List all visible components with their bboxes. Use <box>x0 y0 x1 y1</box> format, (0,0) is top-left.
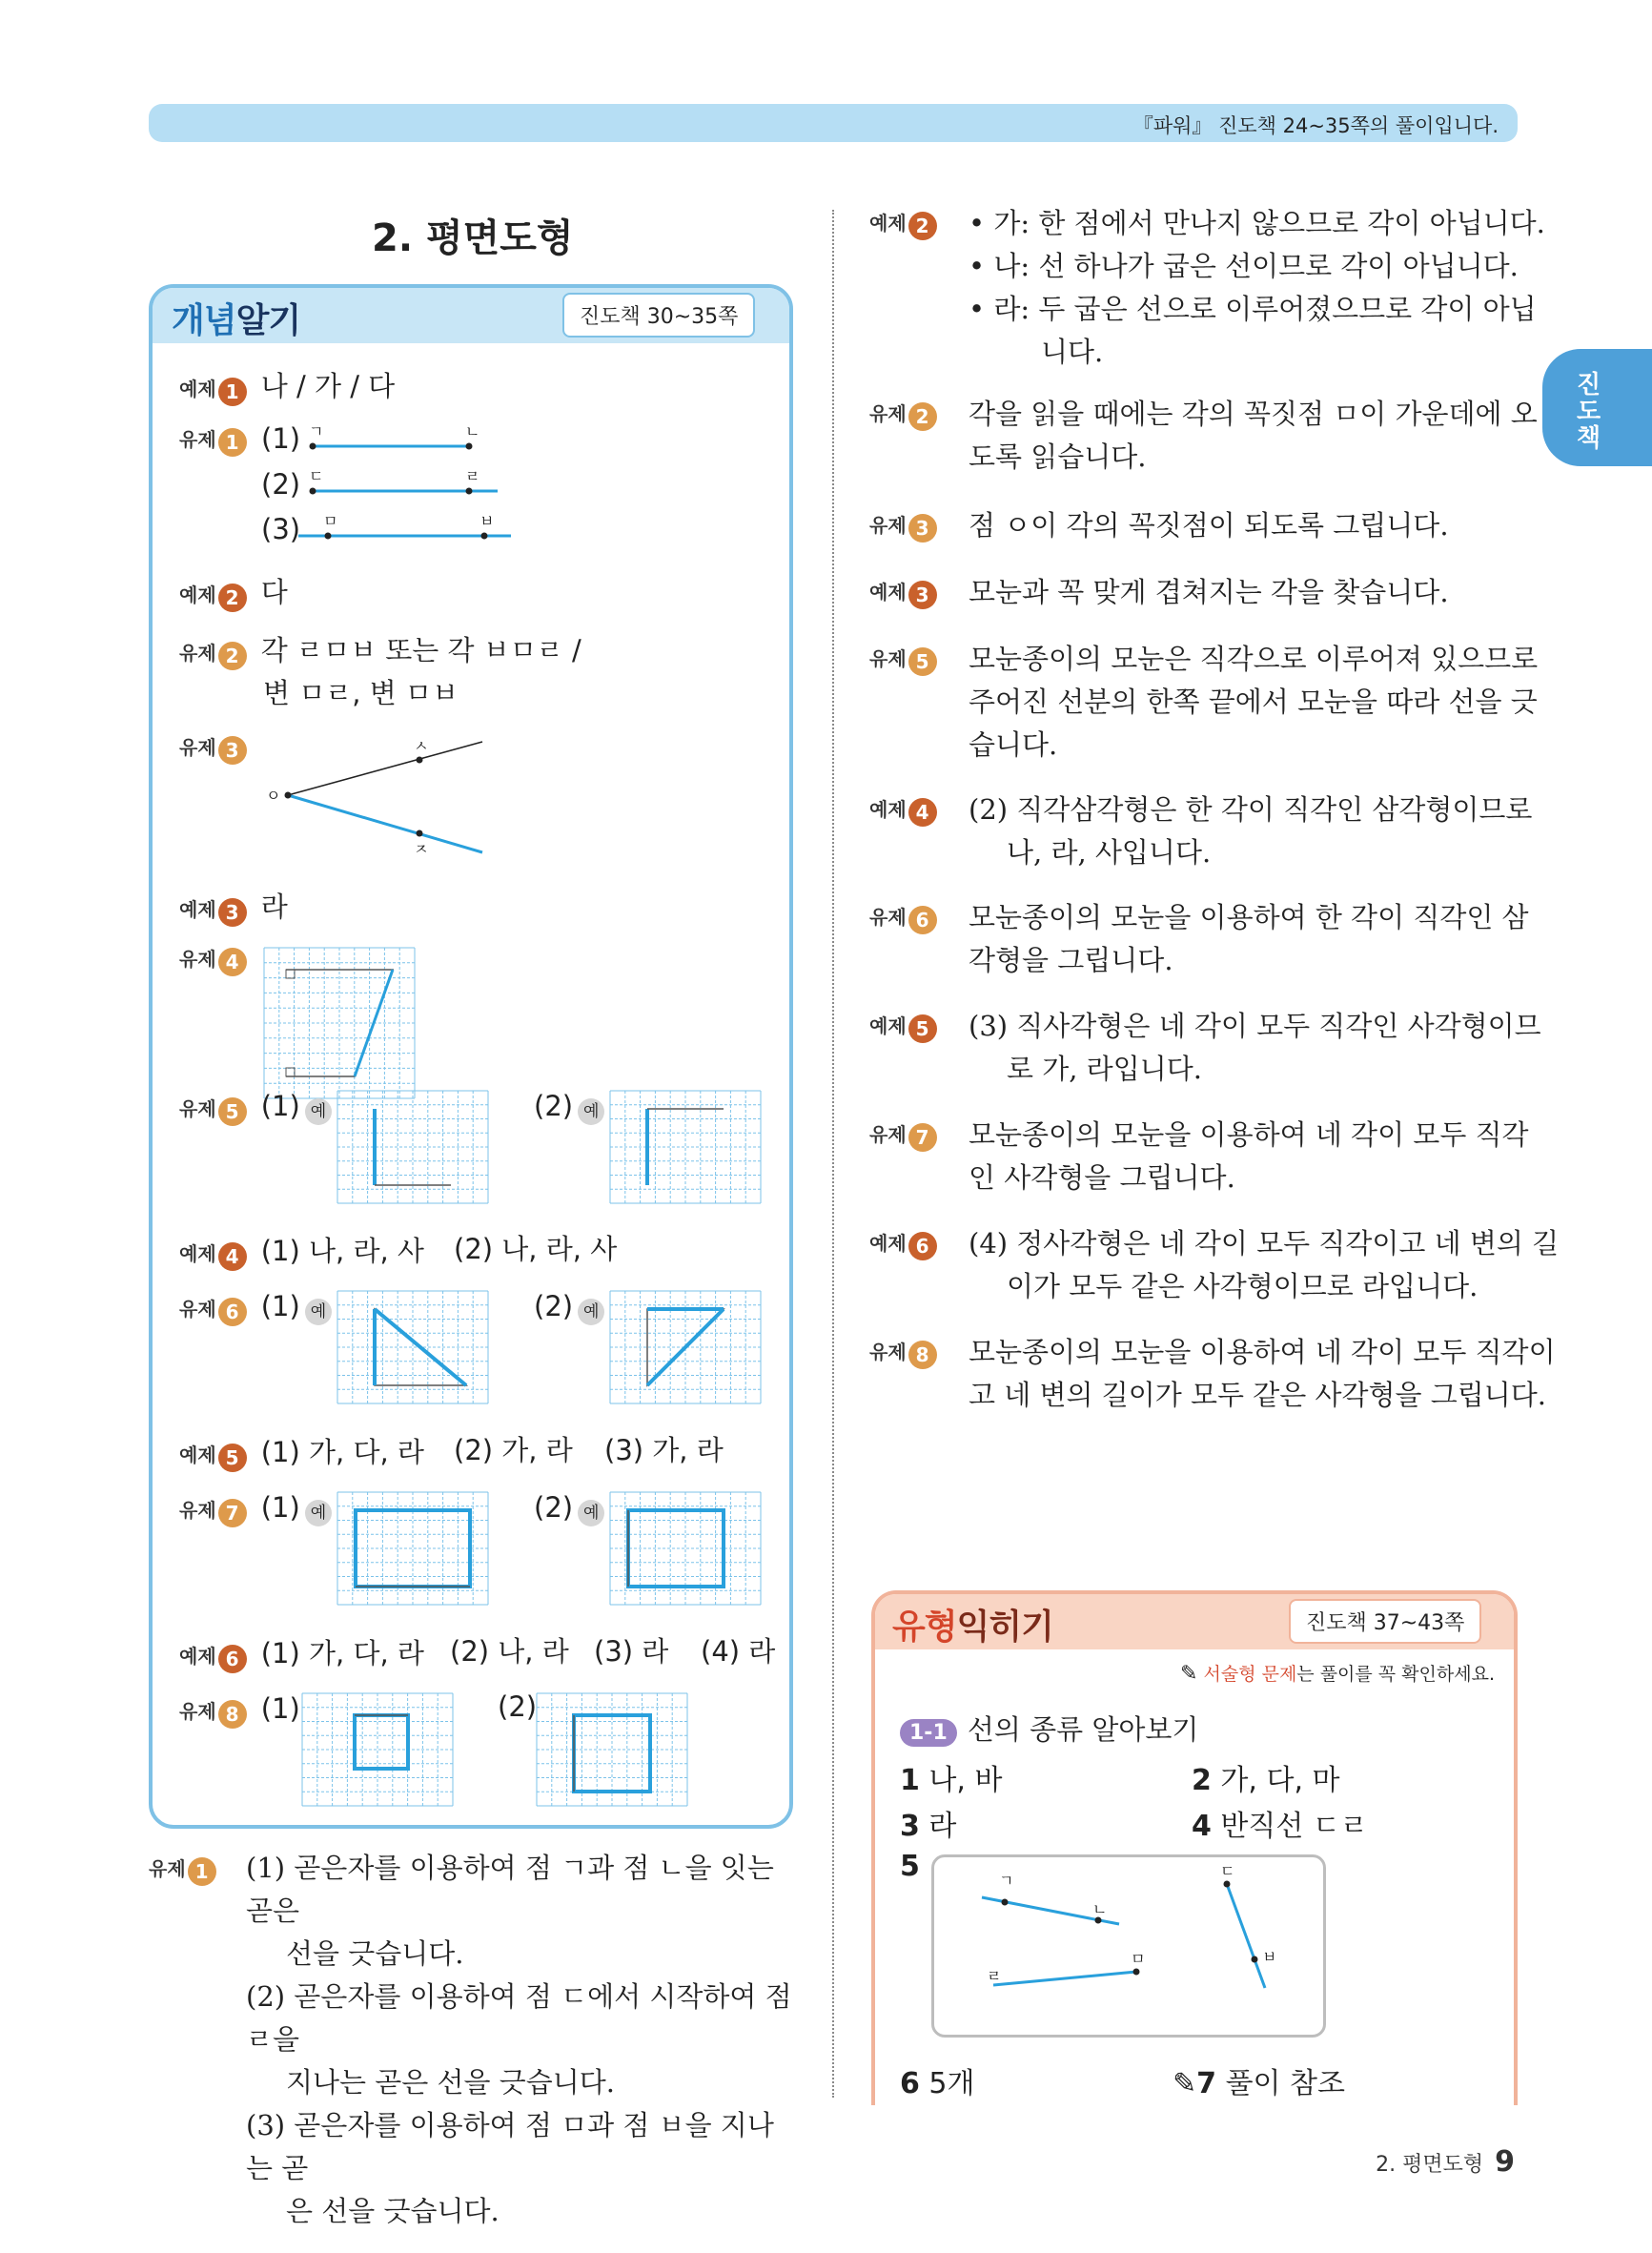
yu2-answer-line1: 각 ㄹㅁㅂ 또는 각 ㅂㅁㄹ / <box>260 634 581 666</box>
explanation-text <box>969 789 1533 874</box>
ex-number-badge: 3 <box>218 898 247 927</box>
example-badge: 예 <box>305 1500 332 1526</box>
ex-number-badge: 3 <box>908 581 937 609</box>
yu-label: 유제 <box>179 1700 216 1723</box>
ex-number-badge: 6 <box>908 1232 937 1260</box>
ex-label: 예제 <box>869 212 907 235</box>
yu-label: 유제 <box>179 642 216 665</box>
example-badge: 예 <box>578 1500 604 1526</box>
yu-label: 유제 <box>149 1857 186 1880</box>
explanation-label <box>869 1119 937 1152</box>
yu-label: 유제 <box>179 1298 216 1321</box>
point <box>481 533 488 540</box>
pencil-icon: ✎ <box>1180 1662 1198 1686</box>
practice-title <box>892 1600 1053 1649</box>
practice-title-b: 익히기 <box>956 1608 1053 1647</box>
example-badge: 예 <box>305 1299 332 1325</box>
ex-number-badge: 5 <box>218 1444 247 1472</box>
explanation-text <box>969 1331 1556 1417</box>
ex-label: 예제 <box>179 1444 216 1466</box>
yu-label: 유제 <box>179 1097 216 1120</box>
yu-label: 유제 <box>869 1341 907 1363</box>
vertex-point <box>285 792 292 799</box>
yu6-p1: (1) <box>260 1290 300 1322</box>
yu6-p2-row <box>534 1290 604 1325</box>
text-line: 이가 모두 같은 사각형이므로 라입니다. <box>1007 1270 1479 1302</box>
yu-number-badge: 5 <box>218 1097 247 1126</box>
text-line: (3) 직사각형은 네 각이 모두 직각인 사각형이므 <box>969 1010 1541 1042</box>
answer-5-figure <box>934 1857 1323 2035</box>
yu5-grid-1 <box>337 1090 489 1204</box>
side-tab[interactable] <box>1542 349 1652 466</box>
explanation-label <box>869 1011 937 1043</box>
side-tab-label: 진도책 <box>1577 371 1601 453</box>
yu5-grid-2 <box>609 1090 762 1204</box>
yu-label: 유제 <box>869 647 907 670</box>
yu-number-badge: 1 <box>188 1857 216 1886</box>
ex3-row <box>179 886 288 927</box>
point <box>325 533 332 540</box>
yu7-p2-row <box>534 1491 604 1526</box>
ex-label: 예제 <box>869 1232 907 1255</box>
yu-label: 유제 <box>179 736 216 759</box>
ex2-row <box>179 571 288 612</box>
ex-number-badge: 1 <box>218 378 247 406</box>
answer-text: 나, 바 <box>928 1764 1003 1797</box>
ex-label: 예제 <box>179 1645 216 1668</box>
yu2-row <box>179 629 581 670</box>
text-line: • 나: 선 하나가 굽은 선이므로 각이 아닙니다. <box>969 250 1519 282</box>
text-line: 선을 긋습니다. <box>286 1937 464 1970</box>
answer-number: 1 <box>900 1764 920 1797</box>
point <box>417 757 423 764</box>
ex-number-badge: 6 <box>218 1645 247 1673</box>
text-line: • 라: 두 굽은 선으로 이루어졌으므로 각이 아닙 <box>969 293 1537 325</box>
ex5-answer-a: (1) 가, 다, 라 <box>260 1436 424 1468</box>
answer-text: 라 <box>928 1810 957 1843</box>
explanation-text <box>969 638 1539 767</box>
label-g: ㄱ <box>309 422 324 440</box>
ex4-answer-b: (2) 나, 라, 사 <box>454 1233 618 1265</box>
yu6-grid-2 <box>609 1290 762 1404</box>
explanation-text <box>969 393 1538 479</box>
yu3-row <box>179 732 247 765</box>
text-line: 주어진 선분의 한쪽 끝에서 모눈을 따라 선을 긋 <box>969 686 1538 718</box>
ex-label: 예제 <box>179 898 216 921</box>
explanation-label <box>869 644 937 676</box>
header-bar <box>149 104 1518 142</box>
ex-number-badge: 2 <box>218 584 247 612</box>
yu7-p2: (2) <box>534 1491 574 1524</box>
label-d: ㄷ <box>309 467 324 485</box>
ex5-answer-b: (2) 가, 라 <box>454 1434 573 1466</box>
section-title: 2. 평면도형 <box>372 216 574 260</box>
yu2-answer-line2: 변 ㅁㄹ, 변 ㅁㅂ <box>263 677 459 709</box>
yu4-row <box>179 944 247 976</box>
label-m: ㅁ <box>1131 1950 1146 1968</box>
point <box>1133 1969 1140 1976</box>
yu8-p2: (2) <box>498 1690 538 1723</box>
ex-label: 예제 <box>179 378 216 400</box>
yu6-row <box>179 1290 332 1326</box>
label-b: ㅂ <box>1262 1948 1277 1966</box>
point <box>1224 1881 1231 1888</box>
yu1-p1: (1) <box>261 422 301 455</box>
point <box>310 443 316 450</box>
label-m: ㅁ <box>323 512 338 530</box>
pencil-icon: ✎ <box>1173 2067 1197 2100</box>
point <box>466 443 473 450</box>
answer-number: 2 <box>1192 1764 1212 1797</box>
label-r: ㄹ <box>465 467 480 485</box>
label-g: ㄱ <box>999 1872 1014 1890</box>
example-badge: 예 <box>578 1299 604 1325</box>
yu-number-badge: 3 <box>218 736 247 765</box>
text-line: 모눈종이의 모눈을 이용하여 네 각이 모두 직각 <box>969 1118 1529 1151</box>
ex-number-badge: 4 <box>218 1242 247 1271</box>
trapezoid-shape <box>286 970 393 1076</box>
explanation-text <box>969 202 1545 374</box>
ex-label: 예제 <box>869 1014 907 1037</box>
yu5-row <box>179 1090 332 1126</box>
yu1-p2: (2) <box>261 468 301 501</box>
label-d: ㄷ <box>1220 1862 1235 1880</box>
point <box>310 488 316 495</box>
yu7-p1: (1) <box>260 1491 300 1524</box>
yu-number-badge: 6 <box>908 906 937 934</box>
note-highlight: 서술형 문제 <box>1203 1664 1297 1685</box>
note-text: 는 풀이를 꼭 확인하세요. <box>1296 1664 1495 1685</box>
ex-label: 예제 <box>869 798 907 821</box>
explanation-label <box>869 510 937 543</box>
text-line: 니다. <box>1041 336 1104 368</box>
text-line: 모눈과 꼭 맞게 겹쳐지는 각을 찾습니다. <box>969 576 1449 608</box>
yu-number-badge: 2 <box>218 642 247 670</box>
segment-line <box>993 1972 1136 1985</box>
practice-subtitle: 선의 종류 알아보기 <box>967 1713 1199 1746</box>
ex-label: 예제 <box>869 581 907 604</box>
answer-number: 5 <box>900 1850 920 1883</box>
yu-number-badge: 8 <box>908 1341 937 1369</box>
example-badge: 예 <box>578 1098 604 1125</box>
answer-5 <box>900 1850 920 1883</box>
text-line: 모눈종이의 모눈은 직각으로 이루어져 있으므로 <box>969 643 1539 675</box>
yu8-grid-1 <box>301 1692 454 1807</box>
text-line: • 가: 한 점에서 만나지 않으므로 각이 아닙니다. <box>969 207 1545 239</box>
drawn-rectangle <box>628 1510 724 1587</box>
text-line: (1) 곧은자를 이용하여 점 ㄱ과 점 ㄴ을 잇는 곧은 <box>246 1852 774 1927</box>
text-line: (2) 직각삼각형은 한 각이 직각인 삼각형이므로 <box>969 793 1533 826</box>
text-line: 각을 읽을 때에는 각의 꼭짓점 ㅁ이 가운데에 오 <box>969 398 1538 430</box>
yu4-grid-figure <box>263 947 416 1099</box>
yu5-p2-row <box>534 1090 604 1125</box>
answer-4 <box>1192 1802 1368 1844</box>
yu-label: 유제 <box>179 948 216 971</box>
yu8-p1: (1) <box>260 1692 300 1725</box>
text-line: 도록 읽습니다. <box>969 440 1147 473</box>
point <box>1002 1899 1009 1906</box>
yu3-angle-figure <box>263 734 492 868</box>
ex5-row <box>179 1431 424 1472</box>
yu1-explanation <box>149 1854 216 1886</box>
label-o: ㅇ <box>266 787 281 805</box>
yu7-grid-2 <box>609 1491 762 1606</box>
text-line: 습니다. <box>969 728 1058 761</box>
concept-title <box>172 294 300 342</box>
point <box>417 830 423 837</box>
column-divider <box>832 210 834 2098</box>
label-n: ㄴ <box>465 422 480 440</box>
ex-label: 예제 <box>179 584 216 606</box>
text-line: (2) 곧은자를 이용하여 점 ㄷ에서 시작하여 점 ㄹ을 <box>246 1980 792 2056</box>
concept-ref: 진도책 30~35쪽 <box>562 293 755 338</box>
explanation-text <box>969 1005 1541 1091</box>
ex-label: 예제 <box>179 1242 216 1265</box>
ex6-answer-b: (2) 나, 라 <box>450 1635 569 1668</box>
label-s: ㅅ <box>414 737 429 755</box>
yu-number-badge: 6 <box>218 1298 247 1326</box>
page-number: 9 <box>1495 2145 1515 2179</box>
yu-number-badge: 7 <box>908 1123 937 1152</box>
yu-number-badge: 4 <box>218 948 247 976</box>
right-angle-mark <box>286 1068 295 1076</box>
yu-label: 유제 <box>869 906 907 929</box>
answer-text: 반직선 ㄷㄹ <box>1220 1810 1368 1843</box>
answer-number: 7 <box>1196 2067 1217 2100</box>
answer-number: 6 <box>900 2067 920 2100</box>
label-n: ㄴ <box>1092 1900 1108 1918</box>
explanation-label <box>869 1337 937 1369</box>
yu-number-badge: 3 <box>908 514 937 543</box>
yu-label: 유제 <box>179 428 216 451</box>
label-j: ㅈ <box>414 840 429 858</box>
text-line: 점 ㅇ이 각의 꼭짓점이 되도록 그립니다. <box>969 509 1449 542</box>
yu-number-badge: 2 <box>908 402 937 431</box>
text-line: 로 가, 라입니다. <box>1007 1053 1202 1085</box>
yu-number-badge: 7 <box>218 1499 247 1527</box>
yu7-grid-1 <box>337 1491 489 1606</box>
ex5-answer-c: (3) 가, 라 <box>604 1434 724 1466</box>
yu1-lines-figure <box>296 420 524 553</box>
ex2-answer: 다 <box>260 576 288 608</box>
ex-number-badge: 4 <box>908 798 937 827</box>
header-note: 『파워』 진도책 24~35쪽의 풀이입니다. <box>1132 114 1499 137</box>
practice-note <box>1180 1660 1495 1686</box>
text-line: 고 네 변의 길이가 모두 같은 사각형을 그립니다. <box>969 1379 1547 1411</box>
explanation-label <box>869 577 937 609</box>
text-line: 각형을 그립니다. <box>969 944 1173 976</box>
example-badge: 예 <box>305 1098 332 1125</box>
ray-line <box>1227 1884 1265 1988</box>
explanation-label <box>869 794 937 827</box>
ex6-answer-a: (1) 가, 다, 라 <box>260 1637 424 1669</box>
answer-text: 5개 <box>928 2067 975 2100</box>
explanation-text <box>969 571 1518 614</box>
explanation-text <box>969 1222 1560 1308</box>
yu-label: 유제 <box>869 1123 907 1146</box>
concept-title-a: 개념 <box>172 301 236 340</box>
text-line: 나, 라, 사입니다. <box>1007 836 1212 869</box>
yu1-p3: (3) <box>261 513 301 545</box>
text-line: 모눈종이의 모눈을 이용하여 네 각이 모두 직각이 <box>969 1336 1556 1368</box>
explanation-label <box>869 208 937 240</box>
yu6-grid-1 <box>337 1290 489 1404</box>
ex6-answer-d: (4) 라 <box>701 1635 776 1668</box>
ex4-answer-a: (1) 나, 라, 사 <box>260 1235 424 1267</box>
explanation-text <box>969 504 1518 547</box>
concept-title-b: 알기 <box>235 301 301 340</box>
ex6-answer-c: (3) 라 <box>594 1635 669 1668</box>
point <box>466 488 473 495</box>
yu-label: 유제 <box>869 402 907 425</box>
answer-text: 가, 다, 마 <box>1220 1764 1340 1797</box>
ex1-answer: 나 / 가 / 다 <box>260 370 396 402</box>
label-r: ㄹ <box>987 1967 1002 1985</box>
yu8-row <box>179 1692 300 1729</box>
answer-6 <box>900 2059 975 2101</box>
ex-number-badge: 5 <box>908 1014 937 1043</box>
ex1-row <box>179 365 395 406</box>
explanation-label <box>869 1228 937 1260</box>
yu1-explanation-text <box>246 1847 799 2233</box>
text-line: 모눈종이의 모눈을 이용하여 한 각이 직각인 삼 <box>969 901 1529 933</box>
text-line: (3) 곧은자를 이용하여 점 ㅁ과 점 ㅂ을 지나는 곧 <box>246 2109 774 2184</box>
right-angle-mark <box>286 970 295 978</box>
text-line: 인 사각형을 그립니다. <box>969 1161 1235 1194</box>
yu-label: 유제 <box>869 514 907 537</box>
ex6-row <box>179 1632 424 1673</box>
practice-title-a: 유형 <box>892 1608 957 1647</box>
explanation-text <box>969 896 1529 982</box>
yu5-p1: (1) <box>260 1090 300 1122</box>
page-footer <box>1376 2145 1515 2179</box>
ex-number-badge: 2 <box>908 212 937 240</box>
yu5-p2: (2) <box>534 1090 574 1122</box>
ex4-row <box>179 1230 424 1271</box>
footer-chapter: 2. 평면도형 <box>1376 2153 1484 2177</box>
text-line: 은 선을 긋습니다. <box>286 2195 500 2227</box>
yu6-p2: (2) <box>534 1290 574 1322</box>
explanation-text <box>969 1114 1529 1199</box>
answer-number: 4 <box>1192 1810 1212 1843</box>
answer-number: 3 <box>900 1810 920 1843</box>
practice-subtitle-row <box>900 1709 1198 1748</box>
answer-1 <box>900 1756 1002 1798</box>
angle-side-2 <box>288 795 482 852</box>
yu-number-badge: 8 <box>218 1700 247 1729</box>
yu7-row <box>179 1491 332 1527</box>
label-b: ㅂ <box>479 512 495 530</box>
explanation-label <box>869 399 937 431</box>
point <box>1252 1956 1258 1963</box>
answer-2 <box>1192 1756 1340 1798</box>
angle-side-1 <box>288 742 482 795</box>
yu-label: 유제 <box>179 1499 216 1522</box>
answer-3 <box>900 1802 956 1844</box>
yu8-grid-2 <box>536 1692 688 1807</box>
yu1-row <box>179 424 247 457</box>
answer-7 <box>1173 2059 1345 2101</box>
explanation-label <box>869 902 937 934</box>
yu-number-badge: 5 <box>908 647 937 676</box>
text-line: 지나는 곧은 선을 긋습니다. <box>286 2066 616 2099</box>
yu-number-badge: 1 <box>218 428 247 457</box>
text-line: (4) 정사각형은 네 각이 모두 직각이고 네 변의 길 <box>969 1227 1560 1260</box>
practice-ref: 진도책 37~43쪽 <box>1289 1599 1481 1644</box>
answer-text: 풀이 참조 <box>1225 2067 1346 2100</box>
topic-pill: 1-1 <box>900 1719 957 1747</box>
ex3-answer: 라 <box>260 891 288 923</box>
